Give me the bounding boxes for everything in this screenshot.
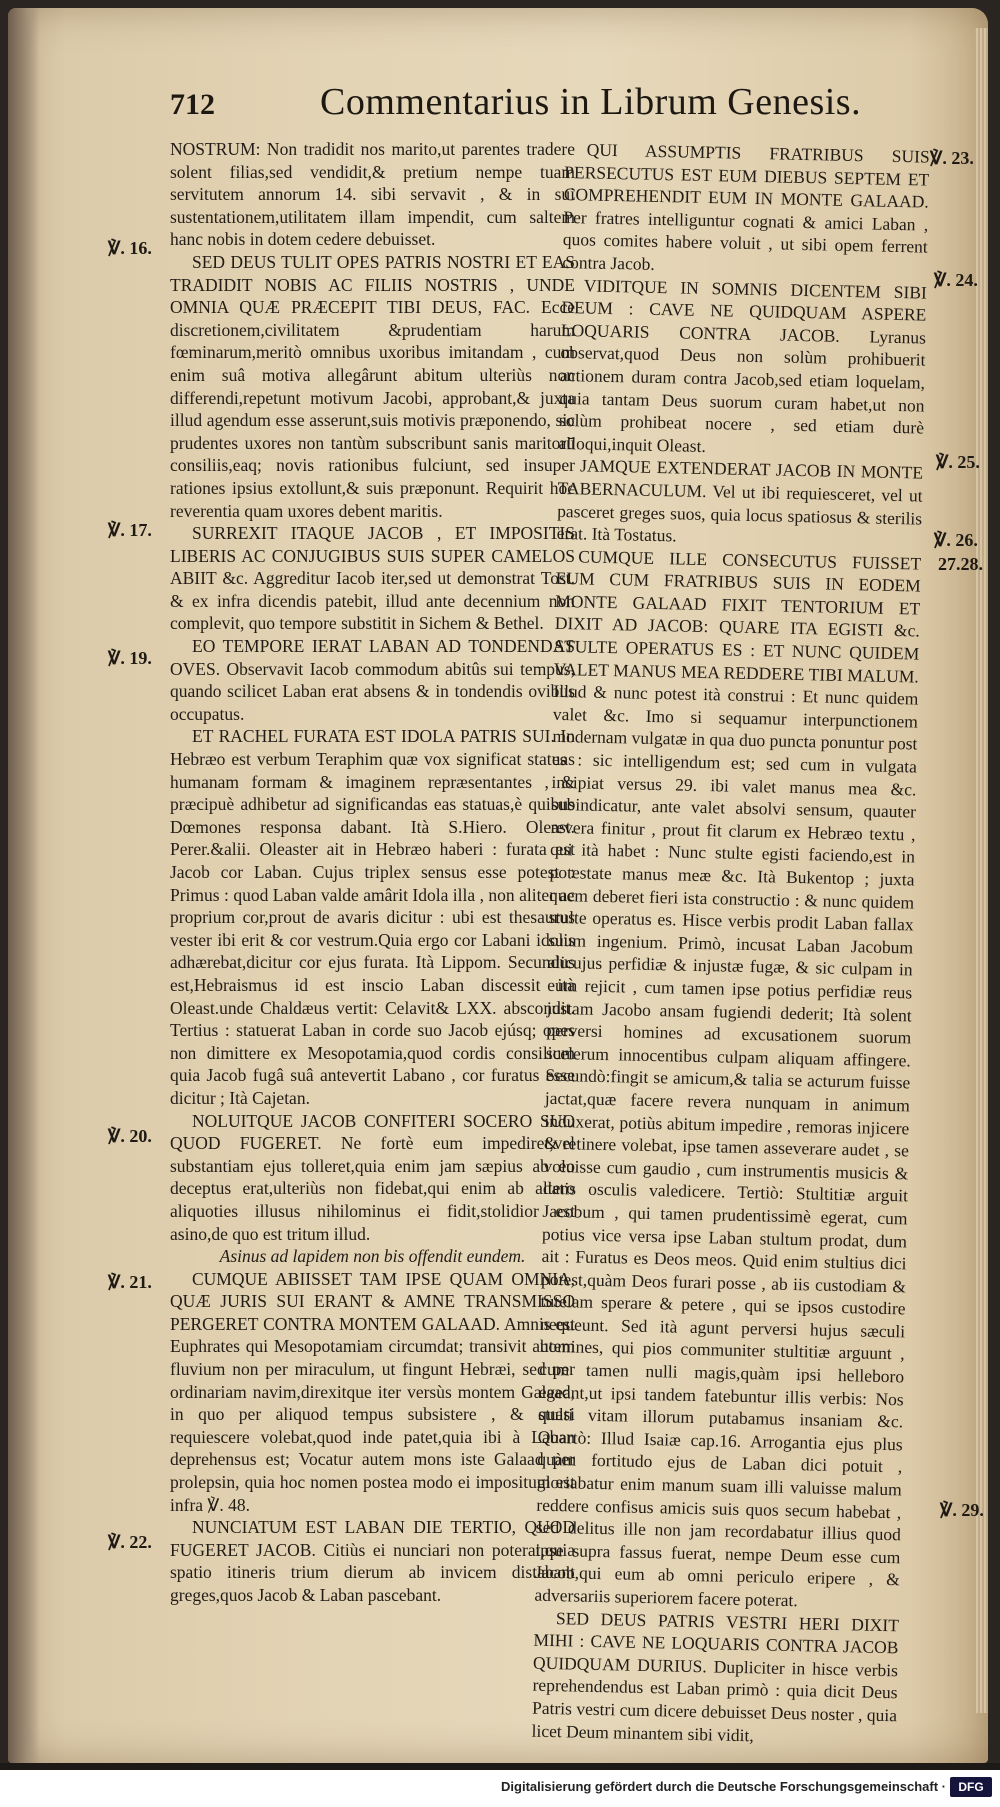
verse-marker: ℣. 19. — [108, 648, 152, 668]
paragraph: CUMQUE ILLE CONSECUTUS FUISSET EUM CUM FRATRIBUS SUIS IN EODEM MONTE GALAAD FIXIT TENTORIUM ET DIXIT AD JACOB: QUARE ITA EGISTI &c. STULTE OPERATUS ES : ET NUNC QUIDEM VALET MANUS MEA REDDERE TIBI MALUM. Illud & nunc potest ità construi : Et nunc quidem valet &c. Imo si sequamur interpunctionem modernam vulgatæ in qua duo puncta ponuntur post es : sic intelligendum est; sed cum in vulgata incipiat versus 29. ibi valet manus mea &c. subindicatur, ante valet absolvi sensum, quauter revera finitur , prout fit clarum ex Hebræo textu , qui ità habet : Nunc stulte egisti faciendo,est in potestate manus meæ &c. Ità Bukentop ; juxta quem deberet fieri ista constructio : & nunc quidem stulte operatus es. Hisce verbis prodit Laban fallax suum ingenium. Primò, incusat Laban Jacobum alicujus perfidiæ & injustæ fugæ, & sic culpam in eum rejicit , cum tamen ipse potius perfidiæ reus justam Jacobo ansam fugiendi dederit; Ità solent perversi homines ad excusationem suorum scelerum innocentibus culpam aliquam affingere. Secundò:fingit se amicum,& talia se acturum fuisse jactat,quæ facere revera nunquam in animum induxerat, potiùs abitum impedire , remoras injicere & retinere volebat, ipse tamen asseverare audet , se voluisse cum gaudio , cum instrumentis musicis & datis osculis valedicere. Tertiò: Stultitiæ arguit Jacobum , qui tamen prudentissimè egerat, cum potius vice versa ipse Laban stultum prodat, dum ait : Furatus es Deos meos. Quid enim stultius dici potest,quàm Deos furari posse , ab iis custodiam & tutelam sperare & petere , qui se ipsos custodire nequeunt. Sed ità agunt perversi hujus sæculi homines, qui pios communiter stultitiæ arguunt , cum tamen nulli magis,quàm ipsi helleboro egeant,ut ipsi tandem fatebuntur illis verbis: Nos stulti vitam illorum putabamus insaniam &c. Quartò: Illud Isaiæ cap.16. Arrogantia ejus plus quàm fortitudo ejus de Laban dici potuit , gloriabatur enim manum suam illi valuisse malum reddere confisus amicis suis quos secum habebat , sed delitus ille non jam recordabatur illius quod ipse supra fassus fuerat, nempe Deum esse cum Jacob,qui eum ab omni periculo eripere , & adversariis superiorem facere poterat. — [534, 546, 922, 1611]
paragraph: EO TEMPORE IERAT LABAN AD TONDENDAS OVES. Observavit Iacob commodum abitûs sui tempus, quando scilicet Laban erat absens & in tondendis ovibus occupatus. — [170, 636, 575, 724]
verse-marker: ℣. 22. — [108, 1532, 152, 1552]
paragraph: SED DEUS PATRIS VESTRI HERI DIXIT MIHI : CAVE NE LOQUARIS CONTRA JACOB QUIDQUAM DURIUS. Dupliciter in hisce verbis reprehendendus est Laban primò : quia dicit Deus Patris vestri cum dicere debuisset Deus noster , quia licet Deum minantem sibi vidit, — [531, 1607, 900, 1745]
proverb-line: Asinus ad lapidem non bis offendit eundem. — [219, 1246, 526, 1267]
paragraph: JAMQUE EXTENDERAT JACOB IN MONTE TABERNACULUM. Vel ut ibi requiesceret, vel ut pasceret greges suos, quia locus spatiosus & sterilis erat. Ità Tostatus. — [556, 455, 924, 546]
verse-marker: ℣. 16. — [108, 238, 152, 258]
paragraph: NOSTRUM: Non tradidit nos marito,ut parentes tradere solent filias,sed vendidit,& pretium nempe tuam servitutem annorum 14. sibi servavit , & in sui sustentationem,utilitatem illam impendit, cum saltem hanc nobis in dotem cedere debuisset. — [170, 139, 575, 250]
book-spine — [8, 8, 40, 1763]
paragraph: NOLUITQUE JACOB CONFITERI SOCERO SUO QUOD FUGERET. Ne fortè eum impediret,vel substantiam ejus tolleret,quia enim jam sæpius ab eo deceptus erat,ulteriùs non fidebat,qui enim ab altero aliquoties illusus nihilominus ei fidit,stolidior est asino,de quo est tritum illud. — [170, 1110, 575, 1244]
left-column — [170, 138, 575, 1607]
verse-marker: ℣. 24. — [934, 270, 978, 290]
dfg-logo: DFG — [950, 1777, 992, 1797]
verse-marker: ℣. 23. — [930, 148, 974, 168]
page-edge — [974, 28, 988, 1713]
paragraph: NUNCIATUM EST LABAN DIE TERTIO, QUOD FUGERET JACOB. Citiùs ei nunciari non poterat,quia spatio itineris trium dierum ab invicem distabant greges,quos Jacob & Laban pascebant. — [170, 1517, 575, 1605]
paragraph: SED DEUS TULIT OPES PATRIS NOSTRI ET EAS TRADIDIT NOBIS AC FILIIS NOSTRIS , UNDE OMNIA QUÆ PRÆCEPIT TIBI DEUS, FAC. Ecce discretionem,civilitatem &prudentiam harum fœminarum,meritò omnibus uxoribus imitandam , cum enim suâ motiva allegârunt abitum ulteriùs non differendi,repetunt motivum Jacobi, approbant,& juxta illud agendum esse asserunt,suis motivis præponendo, sic prudentes uxores non tantùm subscribunt sanis maritorū consiliis,eaq; novis rationibus fulciunt, sed insuper rationes ipsius extollunt,& suis præponunt. Requirit hoc reverentia quam uxores debent maritis. — [170, 251, 575, 521]
paragraph: ET RACHEL FURATA EST IDOLA PATRIS SUI. In Hebræo est verbum Teraphim quæ vox significat statuas humanam formam & imaginem repræsentantes , & præcipuè adhibetur ad significandas eas statuas,è quibus Dœmones responsa dabant. Ità S.Hiero. Oleast. Perer.&alii. Oleaster ait in Hebræo haberi : furata est Jacob cor Laban. Cujus triplex sensus esse potest : Primus : quod Laban valde amârit Idola illa , non aliter ac proprium cor,prout de avaris dicitur : ubi est thesaurus vester ibi erit & cor vestrum.Quia ergo cor Labani idolis adhærebat,dicitur cor ejus furata. Ità Lippom. Secundus est,Hebraismus id est inscio Laban discessit ità Oleast.unde Chaldæus vertit: Celavit& LXX. abscondit. Tertius : statuerat Laban in corde suo Jacob ejúsq; opes non dimittere ex Mesopotamia,quod cordis consilium quia Jacob fugâ suâ antevertit Labano , cor furatus esse dicitur ; Ità Cajetan. — [170, 726, 575, 1108]
paragraph: SURREXIT ITAQUE JACOB , ET IMPOSITIS LIBERIS AC CONJUGIBUS SUIS SUPER CAMELOS ABIIT &c. Aggreditur Iacob iter,sed ut demonstrat Tost. & ex infra dicendis patebit, illud ante decennium non complevit, quo tempore substitit in Sichem & Bethel. — [170, 523, 575, 634]
paragraph: VIDITQUE IN SOMNIS DICENTEM SIBI DEUM : CAVE NE QUIDQUAM ASPERE LOQUARIS CONTRA JACOB. Lyranus observat,quod Deus non solùm prohibuerit actionem duram contra Jacob,sed etiam loquelam, quia tantam Deus suorum curam habet,ut non solùm prohibeat nocere , sed etiam durè alloqui,inquit Oleast. — [558, 274, 928, 456]
digitization-credit: Digitalisierung gefördert durch die Deutsche Forschungsgemeinschaft · — [501, 1779, 946, 1794]
verse-marker: ℣. 26. — [934, 530, 978, 550]
page-number: 712 — [170, 88, 215, 121]
verse-marker: ℣. 20. — [108, 1126, 152, 1146]
verse-marker: 27.28. — [938, 554, 983, 574]
paragraph: CUMQUE ABIISSET TAM IPSE QUAM OMNIA, QUÆ JURIS SUI ERANT & AMNE TRANSMISSO PERGERET CONTRA MONTEM GALAAD. Amnis est Euphrates qui Mesopotamiam circumdat; transivit autem fluvium non per miraculum, ut fingunt Hebræi, sed per ordinariam navim,direxitque iter versùs montem Galaad, in quo per aliquod tempus subsistere , & quasi requiescere volebat,quod inde patet,quia ibi à Laban deprehensus est; Vocatur autem mons iste Galaad per prolepsin, quia hoc nomen postea modo ei impositum est infra ℣. 48. — [170, 1268, 575, 1515]
paragraph: QUI ASSUMPTIS FRATRIBUS SUIS PERSECUTUS EST EUM DIEBUS SEPTEM ET COMPREHENDIT EUM IN MONTE GALAAD. Per fratres intelliguntur cognati & amici Laban , quos comites habere voluit , ut sibi opem ferrent contra Jacob. — [562, 139, 930, 274]
page-header — [170, 80, 950, 132]
footer-bar — [0, 1770, 1000, 1807]
scan-shadow — [0, 1763, 1000, 1770]
verse-marker: ℣. 21. — [108, 1272, 152, 1292]
verse-marker: ℣. 25. — [936, 452, 980, 472]
running-title: Commentarius in Librum Genesis. — [320, 81, 862, 123]
verse-marker: ℣. 17. — [108, 520, 152, 540]
right-column — [531, 138, 930, 1749]
verse-marker: ℣. 29. — [940, 1500, 984, 1520]
